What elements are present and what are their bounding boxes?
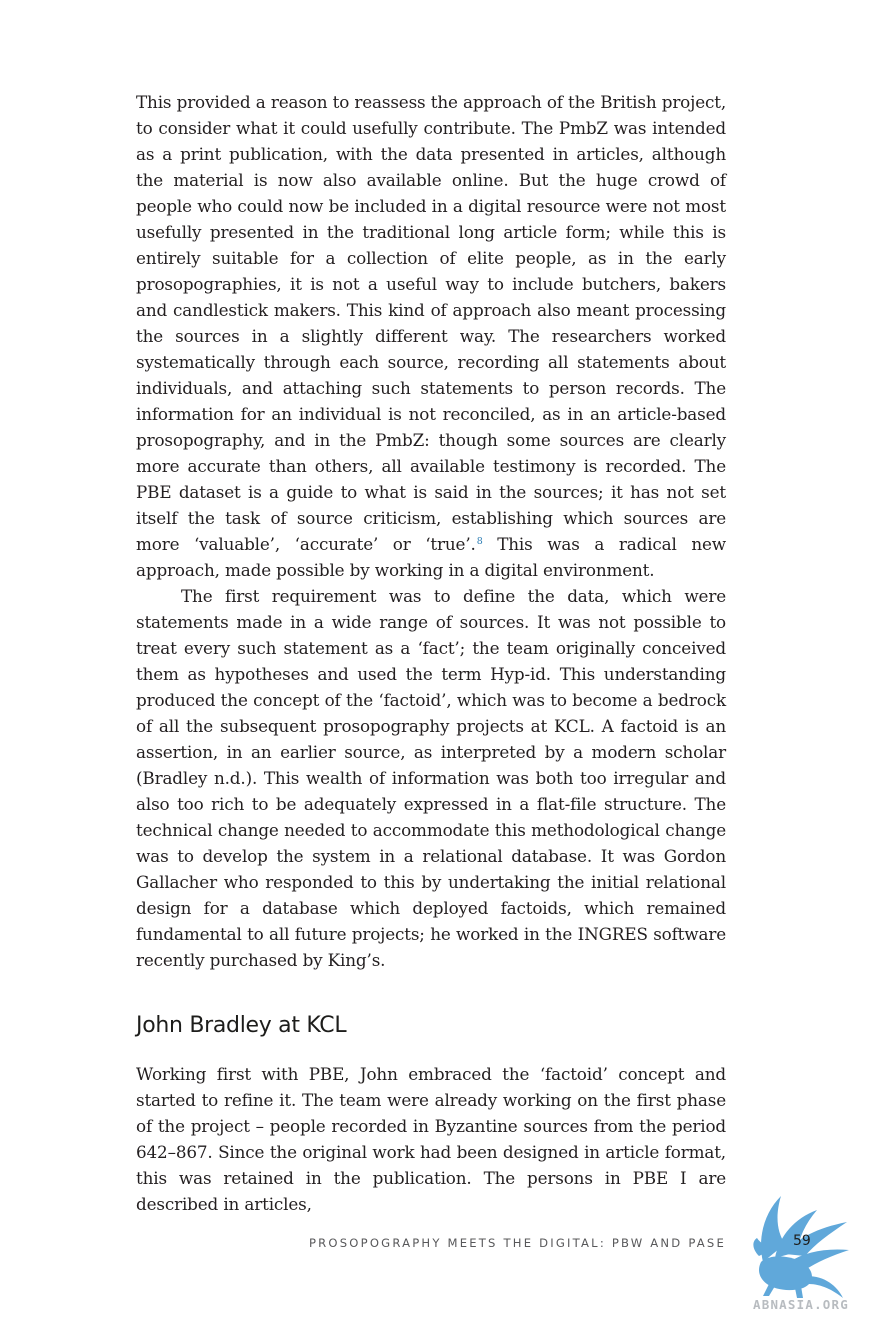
paragraph-text: This provided a reason to reassess the approach of the British project, to consider what it could usefully contribute. The PmbZ was intended as a print publication, with the data presented in articles, although the material is now also available online. But the huge crowd of people who could now be included in a digital resource were not most usefully presented in the traditional long article form; while this is entirely suitable for a collection of elite people, as in the early prosopographies, it is not a useful way to include butchers, bakers and candlestick makers. This kind of approach also meant processing the sources in a slightly different way. The researchers worked systematically through each source, recording all statements about individuals, and attaching such statements to person records. The information for an individual is not reconciled, as in an article-based prosopography, and in the PmbZ: though some sources are clearly more accurate than others, all available testimony is recorded. The PBE dataset is a guide to what is said in the sources; it has not set itself the task of source criticism, establishing which sources are more ‘valuable’, ‘accurate’ or ‘true’. (136, 92, 726, 554)
body-paragraph: Working first with PBE, John embraced the ‘factoid’ concept and started to refine it. The team were already working on the first phase of the project – people recorded in Byzantine sources from the period 642–867. Since the original work had been designed in article format, this was retained in the publication. The persons in PBE I are described in articles, (136, 1064, 726, 1214)
body-paragraph: The first requirement was to define the data, which were statements made in a wide range of sources. It was not possible to treat every such statement as a ‘fact’; the team originally conceived them as hypotheses and used the term Hyp-id. This understanding produced the concept of the ‘factoid’, which was to become a bedrock of all the subsequent prosopography projects at KCL. A factoid is an assertion, in an earlier source, as interpreted by a modern scholar (Bradley n.d.). This wealth of information was both too irregular and also too rich to be adequately expressed in a flat-file structure. The technical change needed to accommodate this methodological change was to develop the system in a relational database. It was Gordon Gallacher who responded to this by undertaking the initial relational design for a database which deployed factoids, which remained fundamental to all future projects; he worked in the INGRES software recently purchased by King’s. (136, 586, 726, 970)
running-footer: PROSOPOGRAPHY MEETS THE DIGITAL: PBW AND PASE (308, 1236, 726, 1250)
body-paragraph (136, 89, 726, 583)
watermark: ABNASIA.ORG (753, 1297, 849, 1312)
page-body (136, 89, 726, 1217)
section-heading: John Bradley at KCL (136, 1013, 347, 1038)
footnote-reference[interactable]: 8 (476, 536, 483, 547)
page-number: 59 (793, 1233, 811, 1249)
paragraph-text: This was a radical new approach, made possible by working in a digital environment. (136, 534, 726, 580)
